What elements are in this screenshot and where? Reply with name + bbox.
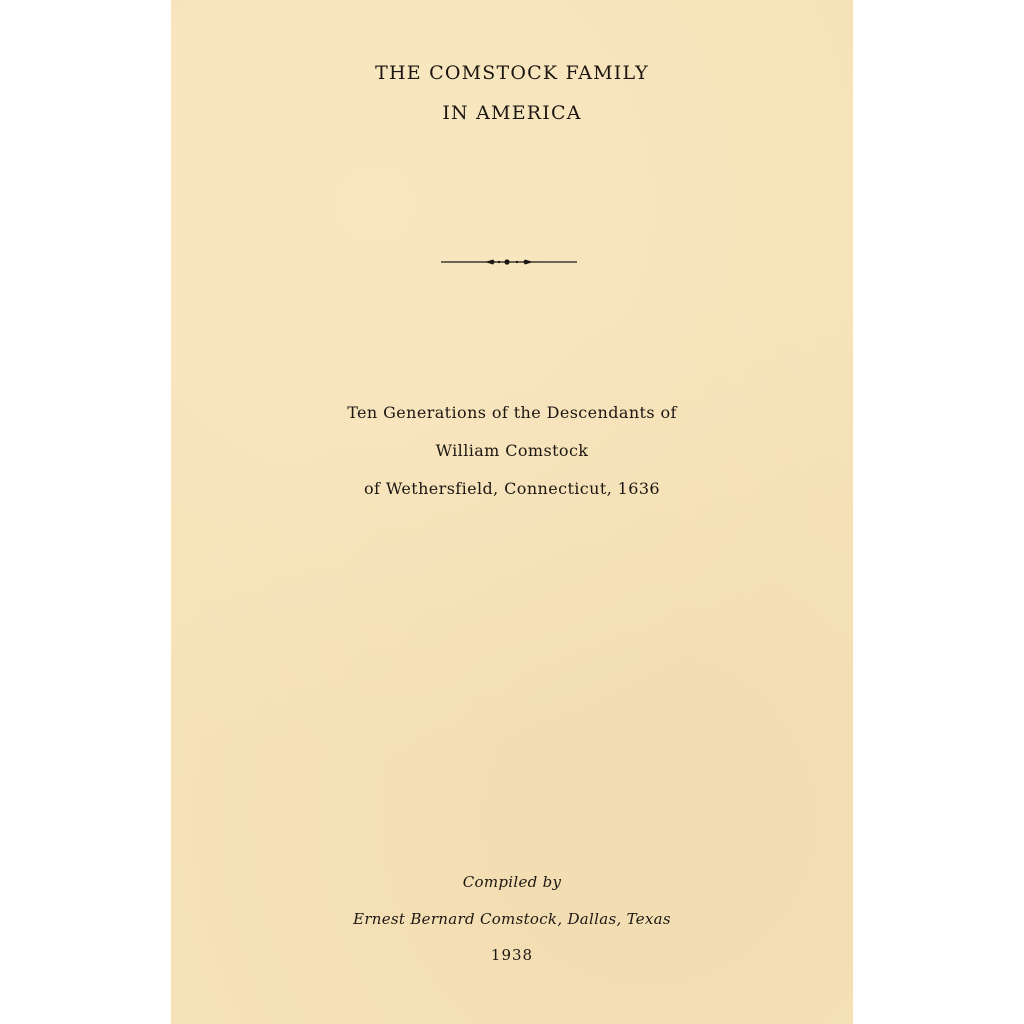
compiler-name: Ernest Bernard Comstock, Dallas, Texas — [353, 910, 671, 928]
subtitle-line-2: William Comstock — [435, 441, 589, 460]
title-page — [171, 0, 853, 1024]
subtitle-line-1: Ten Generations of the Descendants of — [347, 403, 677, 422]
subtitle-line-3: of Wethersfield, Connecticut, 1636 — [364, 479, 660, 498]
book-title-line-2: IN AMERICA — [442, 102, 582, 124]
book-title-line-1: THE COMSTOCK FAMILY — [375, 62, 649, 84]
rule-with-dots-ornament-icon — [441, 255, 577, 269]
publication-year: 1938 — [490, 946, 534, 964]
compiled-by-label: Compiled by — [462, 873, 562, 891]
